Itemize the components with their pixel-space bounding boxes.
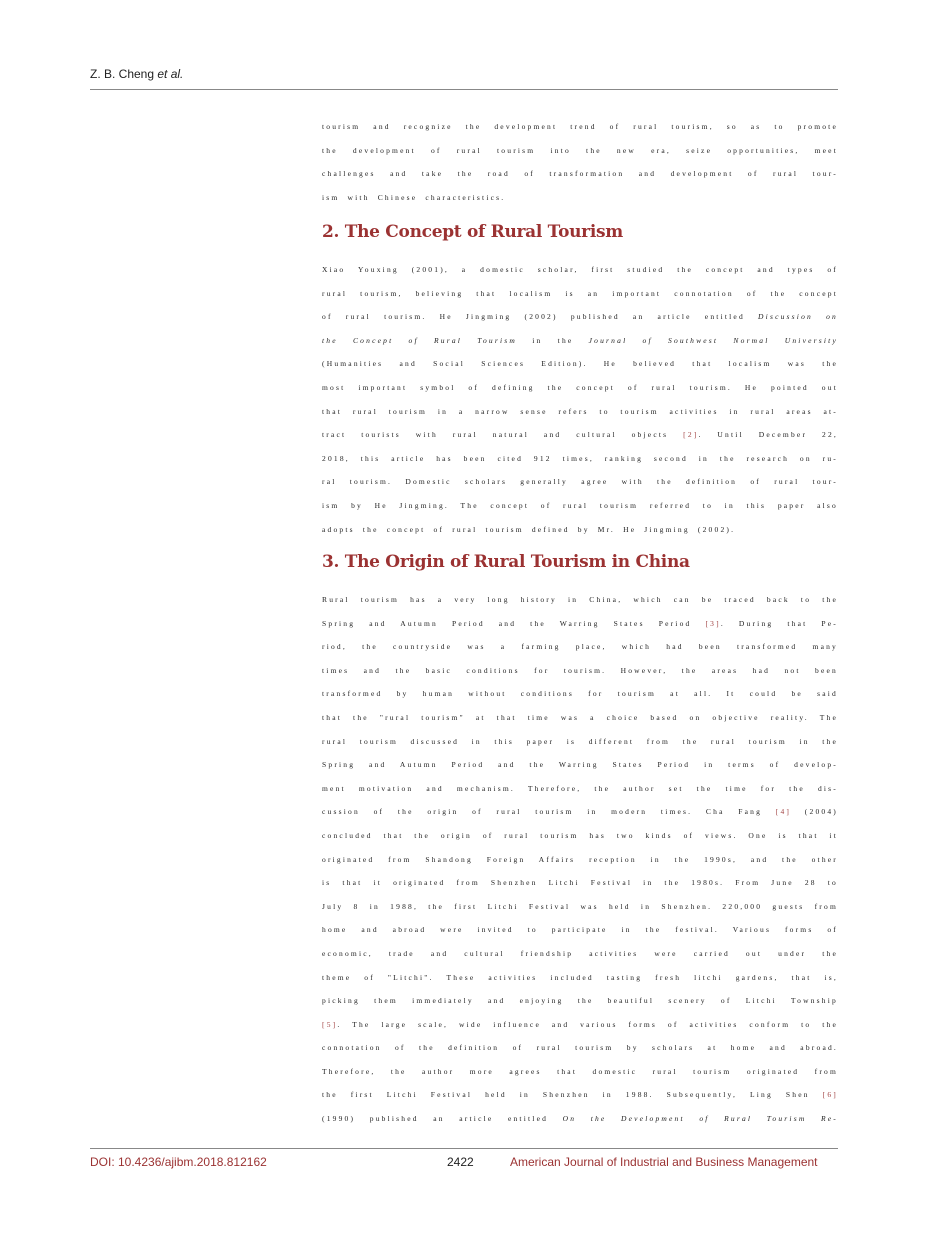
- text-line: [322, 1107, 838, 1131]
- text-line: [322, 329, 838, 353]
- text-line: July 8 in 1988, the first Litchi Festival was held in Shenzhen. 220,000 guests from: [322, 901, 838, 911]
- section-3-paragraph: [322, 588, 838, 1131]
- article-title-italic: On the Development of Rural Tourism Re-: [562, 1114, 838, 1124]
- text-span: cussion of the origin of rural tourism in modern times. Cha Fang: [322, 807, 776, 817]
- text-line: Spring and Autumn Period and the Warring States Period in terms of develop-: [322, 760, 838, 770]
- journal-title-italic: Journal of Southwest Normal University: [588, 335, 838, 345]
- text-line: Rural tourism has a very long history in China, which can be traced back to the: [322, 595, 838, 604]
- text-span: Spring and Autumn Period and the Warring States Period: [322, 618, 706, 628]
- text-line: originated from Shandong Foreign Affairs reception in the 1990s, and the other: [322, 854, 838, 864]
- text-line: [322, 612, 838, 636]
- citation-link[interactable]: [3]: [705, 618, 721, 628]
- text-line: Xiao Youxing (2001), a domestic scholar, first studied the concept and types of: [322, 265, 838, 274]
- citation-link[interactable]: [6]: [822, 1090, 838, 1100]
- text-line: that rural tourism in a narrow sense refers to tourism activities in rural areas at-: [322, 406, 838, 416]
- text-span: . The large scale, wide influence and various forms of activities conform to the: [337, 1019, 838, 1029]
- section-3-heading: 3. The Origin of Rural Tourism in China: [322, 552, 690, 572]
- journal-name-link[interactable]: American Journal of Industrial and Business Management: [510, 1155, 818, 1169]
- citation-link[interactable]: [4]: [775, 807, 792, 817]
- text-line: ism with Chinese characteristics.: [322, 192, 506, 202]
- text-line: ral tourism. Domestic scholars generally agree with the definition of rural tour-: [322, 477, 838, 487]
- text-line: adopts the concept of rural tourism defined by Mr. He Jingming (2002).: [322, 524, 736, 534]
- text-span: (2004): [791, 807, 838, 817]
- text-line: 2018, this article has been cited 912 times, ranking second in the research on ru-: [322, 453, 838, 463]
- text-line: theme of "Litchi". These activities included tasting fresh litchi gardens, that is,: [322, 972, 838, 982]
- footer-divider: [90, 1148, 838, 1149]
- text-span: (1990) published an article entitled: [322, 1114, 563, 1124]
- text-line: [322, 1013, 838, 1037]
- text-line: rural tourism, believing that localism is an important connotation of the concept: [322, 288, 838, 298]
- text-line: ment motivation and mechanism. Therefore, the author set the time for the dis-: [322, 783, 838, 793]
- text-line: ism by He Jingming. The concept of rural tourism referred to in this paper also: [322, 500, 838, 510]
- text-span: tract tourists with rural natural and cultural objects: [322, 430, 684, 440]
- text-line: economic, trade and cultural friendship activities were carried out under the: [322, 948, 838, 958]
- text-line: the development of rural tourism into the new era, seize opportunities, meet: [322, 145, 838, 155]
- text-line: challenges and take the road of transformation and development of rural tour-: [322, 169, 838, 179]
- text-line: is that it originated from Shenzhen Litchi Festival in the 1980s. From June 28 to: [322, 878, 838, 888]
- header-author: Z. B. Cheng: [90, 67, 155, 81]
- text-span: . During that Pe-: [720, 618, 838, 628]
- article-title-italic: the Concept of Rural Tourism: [322, 335, 518, 345]
- text-line: home and abroad were invited to participate in the festival. Various forms of: [322, 925, 838, 935]
- text-span: of rural tourism. He Jingming (2002) published an article entitled: [322, 312, 745, 322]
- text-line: riod, the countryside was a farming place, which had been transformed many: [322, 642, 838, 652]
- header-etal: et al.: [157, 67, 184, 81]
- text-line: most important symbol of defining the concept of rural tourism. He pointed out: [322, 382, 838, 392]
- text-line: rural tourism discussed in this paper is different from the rural tourism in the: [322, 736, 838, 746]
- text-span: . Until December 22,: [698, 430, 838, 440]
- text-line: [322, 305, 838, 329]
- text-span: in the: [517, 335, 589, 345]
- page-number: 2422: [447, 1155, 474, 1169]
- citation-link[interactable]: [2]: [683, 430, 699, 440]
- section-2-paragraph: [322, 258, 838, 541]
- running-header: [90, 67, 838, 81]
- text-span: the first Litchi Festival held in Shenzhen in 1988. Subsequently, Ling Shen: [322, 1090, 823, 1100]
- citation-link[interactable]: [5]: [322, 1019, 338, 1029]
- text-line: concluded that the origin of rural tourism has two kinds of views. One is that it: [322, 830, 838, 840]
- text-line: (Humanities and Social Sciences Edition). He believed that localism was the: [322, 359, 838, 369]
- text-line: Therefore, the author more agrees that domestic rural tourism originated from: [322, 1066, 838, 1076]
- intro-paragraph: [322, 115, 838, 209]
- section-2-heading: 2. The Concept of Rural Tourism: [322, 222, 623, 242]
- text-line: [322, 1083, 838, 1107]
- text-line: times and the basic conditions for tourism. However, the areas had not been: [322, 665, 838, 675]
- text-line: that the "rural tourism" at that time was a choice based on objective reality. The: [322, 712, 838, 722]
- text-line: picking them immediately and enjoying the beautiful scenery of Litchi Township: [322, 996, 838, 1006]
- text-line: transformed by human without conditions for tourism at all. It could be said: [322, 689, 838, 699]
- text-line: connotation of the definition of rural tourism by scholars at home and abroad.: [322, 1043, 838, 1053]
- article-title-italic: Discussion on: [758, 312, 838, 322]
- text-line: [322, 423, 838, 447]
- header-divider: [90, 89, 838, 90]
- text-line: [322, 800, 838, 824]
- doi-link[interactable]: DOI: 10.4236/ajibm.2018.812162: [90, 1155, 267, 1169]
- text-line: tourism and recognize the development trend of rural tourism, so as to promote: [322, 122, 838, 131]
